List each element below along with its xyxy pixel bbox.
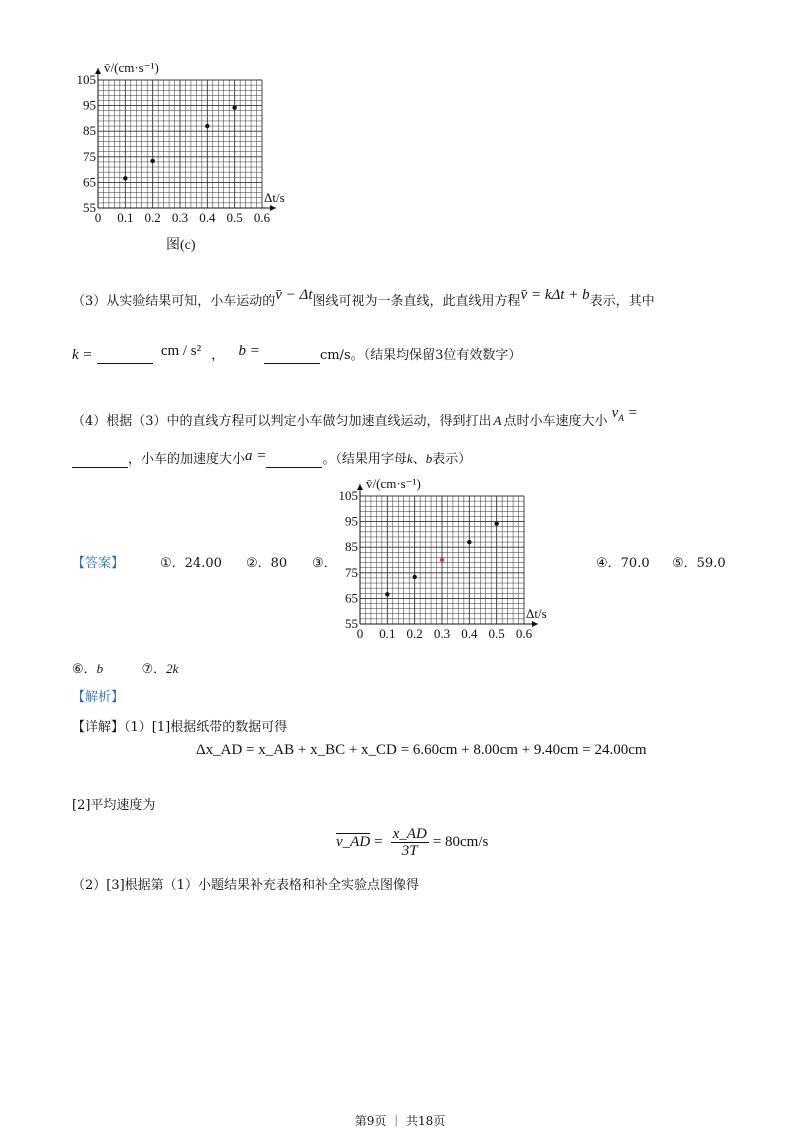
x-tick-label: 0.1 — [117, 210, 134, 225]
x-axis-arrow — [270, 205, 276, 211]
equation-1: Δx_AD = x_AB + x_BC + x_CD = 6.60cm + 8.00cm + 9.40cm = 24.00cm — [196, 742, 647, 758]
q4-line2-mid: ，小车的加速度大小 — [128, 452, 246, 467]
x-tick-label: 0.2 — [406, 626, 423, 641]
x-tick-label: 0.4 — [199, 210, 216, 225]
step-2: [2]平均速度为 — [72, 798, 156, 813]
question-3-line2 — [72, 344, 521, 364]
y-tick-label: 105 — [76, 72, 96, 87]
y-tick-label: 85 — [345, 539, 358, 555]
y-tick-label: 85 — [83, 123, 96, 139]
answer-4: ④．70.0 — [596, 556, 650, 571]
q3-note: （结果均保留3位有效数字） — [363, 348, 522, 363]
eq2-numerator: x_AD — [392, 826, 427, 842]
y-tick-label: 55 — [83, 200, 96, 215]
q4-line1-end: 点时小车速度大小 — [503, 414, 608, 429]
x-axis-label: Δt/s — [526, 606, 547, 621]
answer-label: 【答案】 — [72, 556, 125, 571]
x-tick-label: 0.1 — [379, 626, 396, 641]
data-point — [412, 575, 416, 579]
x-tick-label: 0.6 — [253, 210, 271, 225]
x-tick-label: 0.3 — [433, 626, 451, 641]
x-axis-label: Δt/s — [264, 190, 285, 205]
data-point — [385, 592, 389, 596]
letter-k: k — [406, 451, 413, 466]
eq2-denominator: 3T — [401, 843, 418, 859]
question-4-line1 — [72, 405, 638, 431]
y-tick-label: 75 — [345, 564, 358, 580]
y-tick-label: 65 — [83, 174, 96, 190]
va-expr: $v_A$ = — [611, 405, 638, 423]
answer-7-num: ⑦． — [141, 662, 167, 677]
letter-b: b — [425, 451, 433, 466]
k-label: k = — [72, 347, 93, 363]
x-tick-label: 0.3 — [171, 210, 189, 225]
detail-text: （1）[1]根据纸带的数据可得 — [124, 720, 288, 735]
x-axis-arrow — [532, 621, 538, 627]
a-blank[interactable] — [266, 452, 322, 468]
answer-5: ⑤．59.0 — [672, 556, 726, 571]
detail-line — [72, 716, 287, 735]
y-tick-label: 65 — [345, 590, 358, 606]
b-unit: cm/s。 — [319, 348, 364, 363]
answer-row-2 — [72, 658, 178, 677]
x-tick-label: 0.5 — [226, 210, 243, 225]
x-tick-label: 0 — [94, 210, 102, 225]
equation-2: v_AD = $\frac{x\_AD}{3T}$ = 80cm/s — [336, 826, 489, 859]
data-point — [440, 558, 444, 562]
x-tick-label: 0.6 — [515, 626, 533, 641]
y-axis-label: v̄/(cm·s⁻¹) — [366, 476, 421, 491]
y-tick-label: 105 — [338, 488, 358, 503]
q3-prefix: （3）从实验结果可知，小车运动的 — [72, 294, 276, 309]
y-tick-label: 75 — [83, 148, 96, 164]
va-blank[interactable] — [72, 452, 128, 468]
answer-6-val: b — [96, 661, 104, 676]
y-tick-label: 95 — [345, 513, 358, 529]
y-tick-label: 95 — [83, 97, 96, 113]
q3-suffix: 表示，其中 — [589, 294, 655, 309]
answer-6-num: ⑥． — [72, 662, 97, 677]
q3-middle: 图线可视为一条直线，此直线用方程 — [312, 294, 521, 309]
x-tick-label: 0.4 — [461, 626, 478, 641]
q4-line1: （4）根据（3）中的直线方程可以判定小车做匀加速直线运动，得到打出 — [72, 414, 492, 429]
analysis-label: 【解析】 — [72, 690, 125, 705]
q4-comma: 、 — [412, 452, 426, 467]
data-point — [232, 105, 236, 109]
a-expr: a = — [245, 448, 267, 464]
detail-label: 【详解】 — [72, 720, 125, 735]
q4-line2-tail: 表示） — [432, 452, 472, 467]
answer-chart-svg — [320, 474, 560, 644]
answer-chart — [320, 474, 560, 644]
data-point — [123, 176, 127, 180]
page-footer: 第9页 ｜ 共18页 — [354, 1114, 446, 1128]
answer-3: ③． — [312, 556, 337, 571]
data-point — [494, 521, 498, 525]
data-point — [150, 159, 154, 163]
y-tick-label: 55 — [345, 616, 358, 631]
answer-7-val: 2k — [166, 661, 179, 676]
question-3-line1 — [72, 287, 655, 310]
q4-line2-end: 。（结果用字母 — [322, 452, 407, 467]
figure-c-chart — [58, 58, 298, 228]
b-blank[interactable] — [264, 348, 320, 364]
step-3: （2）[3]根据第（1）小题结果补充表格和补全实验点图像得 — [72, 878, 419, 893]
x-tick-label: 0.2 — [144, 210, 161, 225]
x-tick-label: 0.5 — [488, 626, 505, 641]
eq2-fraction — [391, 826, 429, 859]
figure-c-svg — [58, 58, 298, 228]
answer-1: ①．24.00 — [160, 556, 222, 571]
y-axis-label: v̄/(cm·s⁻¹) — [104, 60, 159, 75]
b-label: b = — [238, 343, 260, 359]
data-point — [467, 540, 471, 544]
q3-graph-expr: v̄ − Δt — [275, 287, 313, 303]
eq2-lhs: v_AD — [336, 834, 371, 850]
k-blank[interactable] — [97, 348, 153, 364]
q4-point-letter: A — [493, 413, 502, 428]
data-point — [205, 124, 209, 128]
k-comma: ， — [211, 348, 225, 363]
answer-2: ②．80 — [246, 556, 288, 571]
eq2-rhs: = 80cm/s — [432, 834, 489, 850]
x-tick-label: 0 — [356, 626, 364, 641]
q3-equation: v̄ = kΔt + b — [520, 287, 590, 303]
question-4-line2 — [72, 448, 471, 468]
k-unit: cm / s² — [160, 343, 202, 359]
figure-c-caption: 图(c) — [166, 238, 196, 253]
